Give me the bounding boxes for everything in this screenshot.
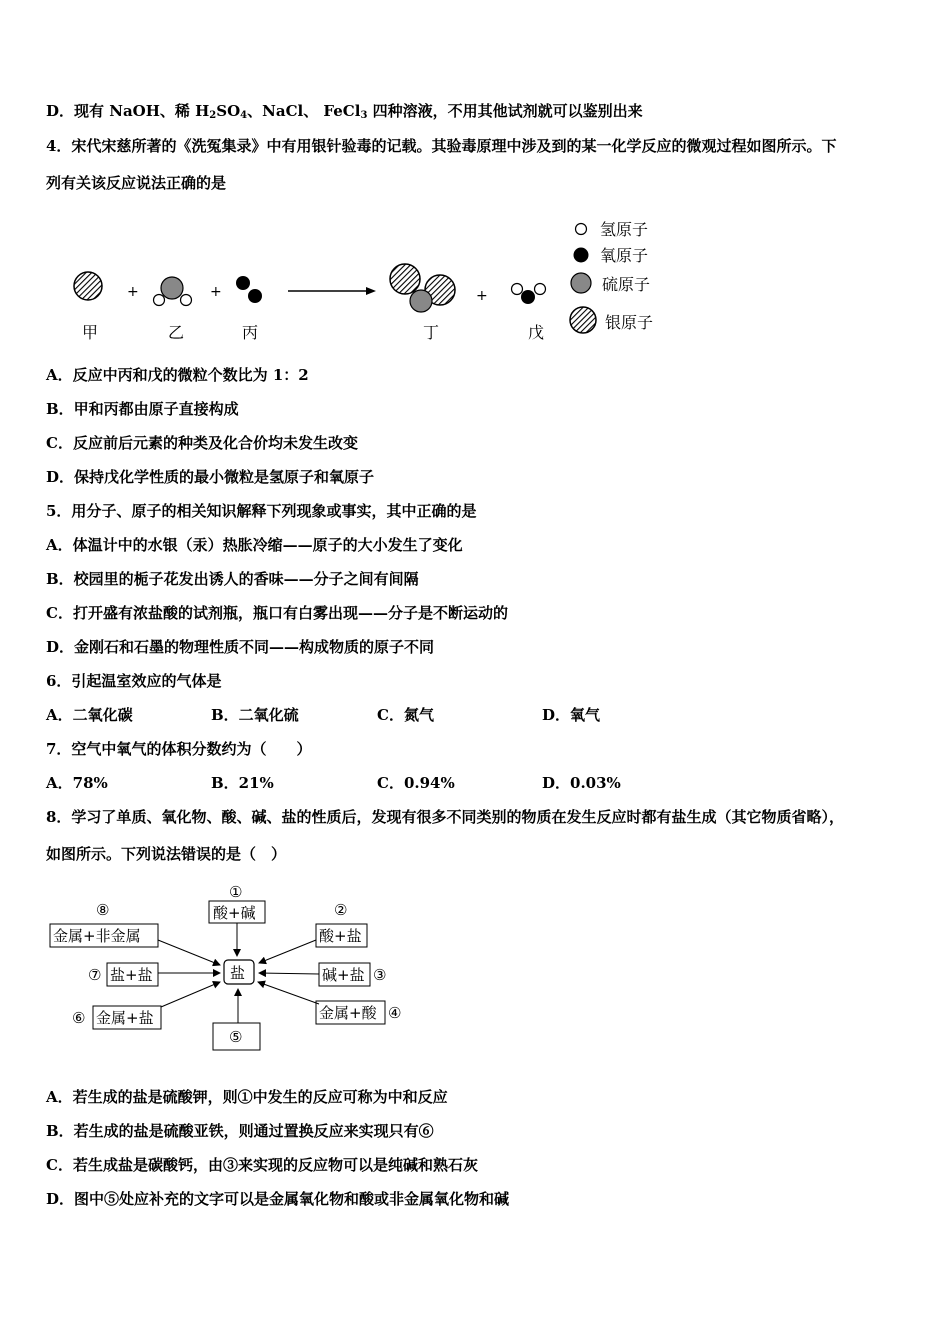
q8-option-a: A．若生成的盐是硫酸钾，则①中发生的反应可称为中和反应 bbox=[46, 1088, 448, 1106]
legend bbox=[570, 220, 653, 333]
q6-option-b: B．二氧化硫 bbox=[211, 706, 299, 724]
label-yi: 乙 bbox=[168, 323, 185, 342]
label-wu: 戊 bbox=[528, 323, 545, 342]
plus-sign: + bbox=[210, 284, 222, 300]
num-6: ⑥ bbox=[72, 1009, 86, 1027]
label-jia: 甲 bbox=[82, 323, 99, 342]
num-4: ④ bbox=[388, 1004, 402, 1022]
q7-option-b: B．21% bbox=[211, 774, 274, 792]
q6-option-c: C．氮气 bbox=[377, 706, 434, 724]
q4-option-a: A．反应中丙和戊的微粒个数比为 1：2 bbox=[46, 366, 309, 384]
num-5: ⑤ bbox=[229, 1028, 243, 1046]
legend-silver: 银原子 bbox=[605, 313, 654, 332]
num-1: ① bbox=[229, 883, 243, 901]
svg-text:盐: 盐 bbox=[230, 964, 246, 982]
box-7-salt-salt: 盐+盐 bbox=[110, 966, 153, 984]
q6-option-a: A．二氧化碳 bbox=[46, 706, 133, 724]
q4-option-b: B．甲和丙都由原子直接构成 bbox=[46, 400, 239, 418]
q5-stem: 5．用分子、原子的相关知识解释下列现象或事实，其中正确的是 bbox=[46, 502, 477, 520]
molecule-wu bbox=[512, 284, 546, 305]
q7-option-c: C．0.94% bbox=[377, 774, 455, 792]
q8-option-d: D．图中⑤处应补充的文字可以是金属氧化物和酸或非金属氧化物和碱 bbox=[46, 1190, 510, 1208]
q4-stem-line2: 列有关该反应说法正确的是 bbox=[46, 174, 227, 192]
q4-stem-line1: 4．宋代宋慈所著的《洗冤集录》中有用银针验毒的记载。其验毒原理中涉及到的某一化学反应的微观过程如图所示。下 bbox=[46, 137, 837, 155]
box-3-base-salt: 碱+盐 bbox=[322, 966, 365, 984]
q8-stem-line2: 如图所示。下列说法错误的是（ ） bbox=[46, 845, 287, 863]
q7-stem: 7．空气中氧气的体积分数约为（ ） bbox=[46, 740, 312, 758]
box-8-metal-nonmetal: 金属+非金属 bbox=[53, 927, 141, 945]
q4-reaction-diagram bbox=[60, 213, 680, 343]
q7-option-d: D．0.03% bbox=[542, 774, 621, 792]
molecule-jia bbox=[74, 272, 102, 300]
q5-option-b: B．校园里的栀子花发出诱人的香味——分子之间有间隔 bbox=[46, 570, 419, 588]
molecule-bing bbox=[236, 276, 262, 303]
q8-stem-line1: 8．学习了单质、氧化物、酸、碱、盐的性质后，发现有很多不同类别的物质在发生反应时都有盐生成（其它物质省略）， bbox=[46, 808, 844, 826]
legend-sulfur: 硫原子 bbox=[602, 275, 651, 294]
center-salt-box bbox=[224, 960, 254, 984]
box-1-acid-base: 酸+碱 bbox=[213, 904, 256, 922]
q5-option-d: D．金刚石和石墨的物理性质不同——构成物质的原子不同 bbox=[46, 638, 435, 656]
box-4-metal-acid: 金属+酸 bbox=[319, 1004, 377, 1022]
q5-option-c: C．打开盛有浓盐酸的试剂瓶，瓶口有白雾出现——分子是不断运动的 bbox=[46, 604, 508, 622]
box-2-acid-salt: 酸+盐 bbox=[319, 927, 362, 945]
num-7: ⑦ bbox=[88, 966, 102, 984]
molecule-yi bbox=[154, 277, 192, 306]
q6-stem: 6．引起温室效应的气体是 bbox=[46, 672, 222, 690]
q8-option-b: B．若生成的盐是硫酸亚铁，则通过置换反应来实现只有⑥ bbox=[46, 1122, 434, 1140]
label-bing: 丙 bbox=[242, 323, 259, 342]
box-6-metal-salt: 金属+盐 bbox=[96, 1009, 154, 1027]
q8-option-c: C．若生成盐是碳酸钙，由③来实现的反应物可以是纯碱和熟石灰 bbox=[46, 1156, 478, 1174]
q5-option-a: A．体温计中的水银（汞）热胀冷缩——原子的大小发生了变化 bbox=[46, 536, 463, 554]
plus-sign: + bbox=[127, 284, 139, 300]
legend-hydrogen: 氢原子 bbox=[600, 220, 649, 239]
label-ding: 丁 bbox=[423, 323, 440, 342]
q4-option-c: C．反应前后元素的种类及化合价均未发生改变 bbox=[46, 434, 358, 452]
q7-option-a: A．78% bbox=[46, 774, 108, 792]
num-8: ⑧ bbox=[96, 901, 110, 919]
num-3: ③ bbox=[373, 966, 387, 984]
molecule-ding bbox=[390, 264, 455, 312]
legend-oxygen: 氧原子 bbox=[600, 246, 649, 265]
q3-option-d: D．现有 NaOH、稀 $H_2SO_4$、NaCl、 FeCl$_3$ 四种溶液，不用其他试剂就可以鉴别出来 bbox=[46, 102, 643, 121]
plus-sign: + bbox=[476, 288, 488, 304]
q8-salt-diagram bbox=[44, 880, 424, 1055]
num-2: ② bbox=[334, 901, 348, 919]
q4-option-d: D．保持戊化学性质的最小微粒是氢原子和氧原子 bbox=[46, 468, 375, 486]
q6-option-d: D．氧气 bbox=[542, 706, 601, 724]
reaction-arrow bbox=[288, 287, 376, 295]
